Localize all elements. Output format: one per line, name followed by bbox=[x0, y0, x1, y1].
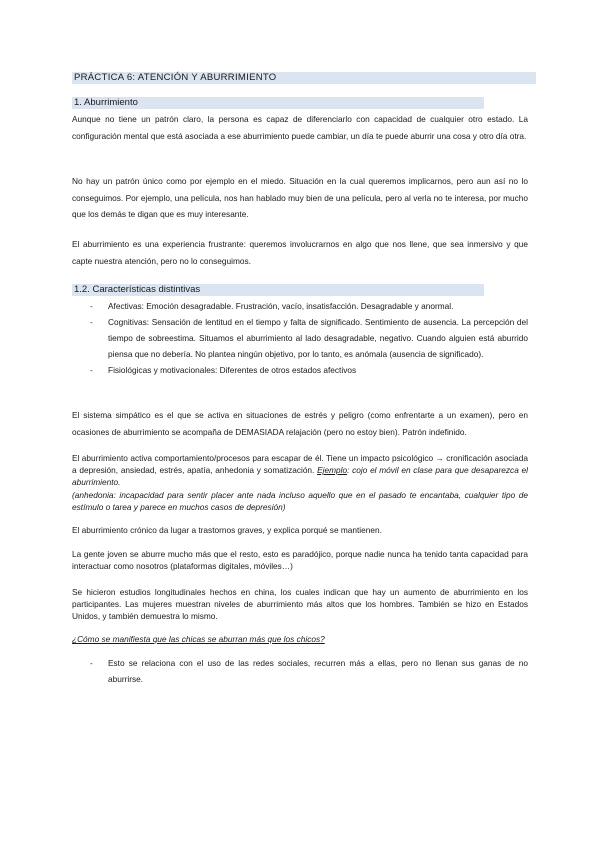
paragraph-2: No hay un patrón único como por ejemplo en el miedo. Situación en la cual queremos implicarnos, pero aun así no lo conseguimos. Por ejemplo, una película, nos han hablado muy bien de una película, pero al verla no te interesa, por mucho que los demás te digan que es muy interesante. bbox=[72, 176, 528, 219]
paragraph-3: El aburrimiento es una experiencia frustrante: queremos involucrarnos en algo que nos llene, que sea inmersivo y que capte nuestra atención, pero no lo conseguimos. bbox=[72, 239, 528, 266]
list-item: - Fisiológicas y motivacionales: Diferentes de otros estados afectivos bbox=[90, 362, 528, 378]
paragraph-simpatico: El sistema simpático es el que se activa en situaciones de estrés y peligro (como enfrentarte a un examen), pero en ocasiones de aburrimiento se acompaña de DEMASIADA relajación (pero no estoy bien). Patrón indefinido. bbox=[72, 410, 528, 437]
list-item: - Cognitivas: Sensación de lentitud en el tiempo y falta de significado. Sentimiento de ausencia. La percepción del tiempo de sobreestima. Situamos el aburrimiento al lado desagradable, negativo. Cuando alguien está aburrido piensa que no debería. No plantea ningún objetivo, por lo tanto, es anómala (ausencia de significado). bbox=[90, 314, 528, 362]
characteristics-list bbox=[90, 298, 528, 378]
list-item: - Esto se relaciona con el uso de las redes sociales, recurren más a ellas, pero no llenan sus ganas de no aburrirse. bbox=[90, 655, 528, 687]
question: ¿Cómo se manifiesta que las chicas se aburran más que los chicos? bbox=[72, 634, 325, 644]
anhedonia-note: (anhedonia: incapacidad para sentir placer ante nada incluso aquello que en el pasado te encantaba, cualquier tipo de estímulo o tarea y parece en muchos casos de depresión) bbox=[72, 489, 528, 512]
section-heading-caracteristicas: 1.2. Características distintivas bbox=[72, 284, 484, 296]
section-heading-aburrimiento: 1. Aburrimiento bbox=[72, 97, 484, 109]
paragraph-impacto: El aburrimiento activa comportamiento/procesos para escapar de él. Tiene un impacto psicológico → cronificación asociada a depresión, ansiedad, estrés, apatía, anhedonia y somatización. Ejemplo: cojo el móvil en clase para que desaparezca el aburrimiento. (anhedonia: incapacidad para sentir placer ante nada incluso aquello que en el pasado te encantaba, cualquier tipo de estímulo o tarea y parece en muchos casos de depresión) bbox=[72, 453, 529, 512]
paragraph-jovenes: La gente joven se aburre mucho más que el resto, esto es paradójico, porque nadie nunca ha tenido tanta capacidad para interactuar como nosotros (plataformas digitales, móviles…) bbox=[72, 549, 528, 572]
document-title: PRÁCTICA 6: ATENCIÓN Y ABURRIMIENTO bbox=[72, 72, 536, 84]
bullet-dash: - bbox=[90, 658, 93, 668]
ejemplo-label: Ejemplo bbox=[317, 465, 348, 476]
list-item: - Afectivas: Emoción desagradable. Frustración, vacío, insatisfacción. Desagradable y anormal. bbox=[90, 298, 528, 314]
bullet-dash: - bbox=[90, 317, 93, 327]
paragraph-estudios: Se hicieron estudios longitudinales hechos en china, los cuales indican que hay un aumento de aburrimiento en los participantes. Las mujeres muestran niveles de aburrimiento más altos que los hombres. También se hizo en Estados Unidos, y también demuestra lo mismo. bbox=[72, 587, 528, 622]
paragraph-1: Aunque no tiene un patrón claro, la persona es capaz de diferenciarlo con capacidad de cualquier otro estado. La configuración mental que está asociada a ese aburrimiento puede cambiar, un día te puede aburrir una cosa y otro día otra. bbox=[72, 114, 528, 141]
bullet-dash: - bbox=[90, 365, 93, 375]
paragraph-cronico: El aburrimiento crónico da lugar a trastornos graves, y explica porqué se mantienen. bbox=[72, 525, 382, 535]
bullet-dash: - bbox=[90, 301, 93, 311]
answer-list bbox=[90, 655, 528, 687]
